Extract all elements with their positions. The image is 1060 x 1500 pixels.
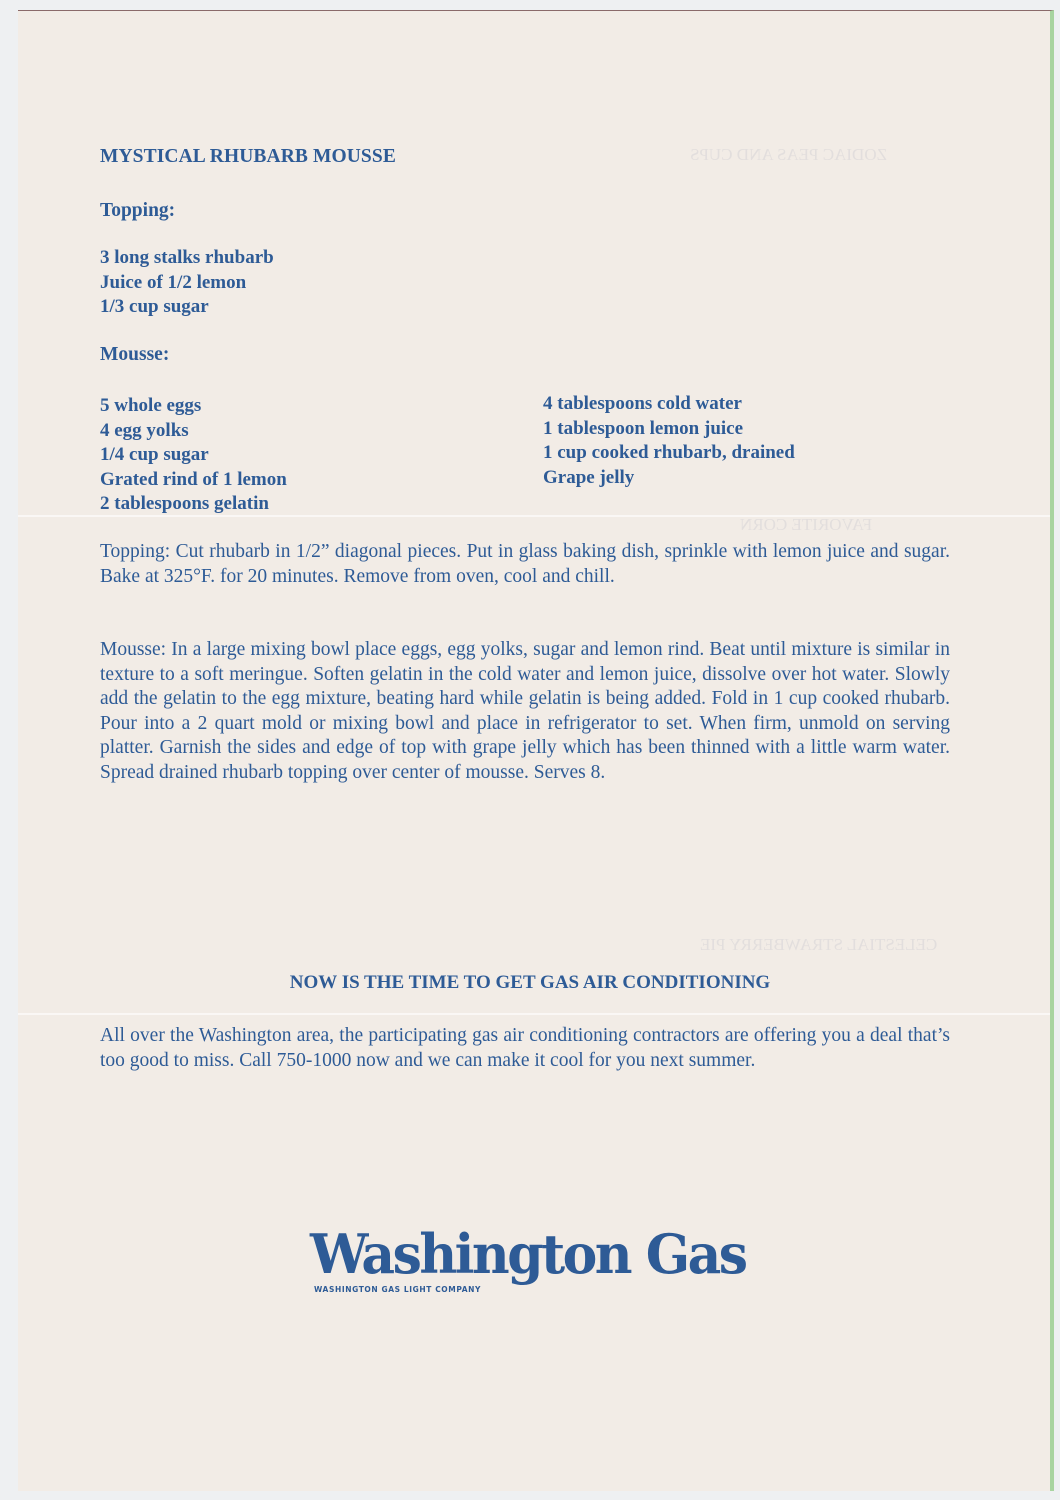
ingredient: 1/4 cup sugar: [100, 444, 209, 465]
fold-line: [18, 1013, 1050, 1015]
ingredient: Grated rind of 1 lemon: [100, 468, 287, 490]
ingredient: 5 whole eggs: [100, 395, 202, 416]
ad-body: All over the Washington area, the participating gas air conditioning contractors are offering you a deal that’s too good to miss. Call 750-1000 now and we can make it cool for you next summer.: [100, 1025, 950, 1071]
ingredient: Juice of 1/2 lemon: [100, 271, 247, 293]
ingredient: 4 tablespoons cold water: [543, 393, 742, 414]
recipe-title: MYSTICAL RHUBARB MOUSSE: [100, 146, 396, 167]
topping-instructions: Topping: Cut rhubarb in 1/2” diagonal pieces. Put in glass baking dish, sprinkle with lemon juice and sugar. Bake at 325°F. for 20 minutes. Remove from oven, cool and chill.: [100, 541, 950, 587]
topping-label: Topping:: [100, 200, 176, 221]
ingredient: Grape jelly: [543, 466, 635, 488]
bleed-through-text: CELESTIAL STRAWBERRY PIE: [700, 935, 938, 954]
logo-wordmark: Washington Gas: [310, 1222, 746, 1287]
ingredient: 4 egg yolks: [100, 419, 189, 441]
mousse-ingredient-list-right: [543, 392, 795, 490]
ingredient: 1/3 cup sugar: [100, 296, 209, 317]
ingredient: 2 tablespoons gelatin: [100, 493, 269, 514]
bleed-through-text: FAVORITE CORN: [740, 515, 873, 534]
mousse-ingredient-list-left: [100, 394, 287, 517]
bleed-through-text: ZODIAC PEAS AND CUPS: [690, 145, 887, 164]
logo-subtitle: WASHINGTON GAS LIGHT COMPANY: [314, 1285, 482, 1294]
mousse-label: Mousse:: [100, 344, 170, 365]
ingredient: 1 cup cooked rhubarb, drained: [543, 442, 795, 463]
washington-gas-logo: [310, 1222, 760, 1294]
ingredient: 3 long stalks rhubarb: [100, 247, 274, 268]
topping-ingredient-list: [100, 246, 274, 320]
ingredient: 1 tablespoon lemon juice: [543, 417, 744, 439]
ad-headline: NOW IS THE TIME TO GET GAS AIR CONDITIONING: [289, 972, 771, 993]
mousse-instructions: Mousse: In a large mixing bowl place eggs, egg yolks, sugar and lemon rind. Beat until mixture is similar in texture to a soft meringue. Soften gelatin in the cold water and lemon juice, dissolve over hot water. Slowly add the gelatin to the egg mixture, beating hard while gelatin is being added. Fold in 1 cup cooked rhubarb. Pour into a 2 quart mold or mixing bowl and place in refrigerator to set. When firm, unmold on serving platter. Garnish the sides and edge of top with grape jelly which has been thinned with a little warm water. Spread drained rhubarb topping over center of mousse. Serves 8.: [100, 639, 950, 783]
